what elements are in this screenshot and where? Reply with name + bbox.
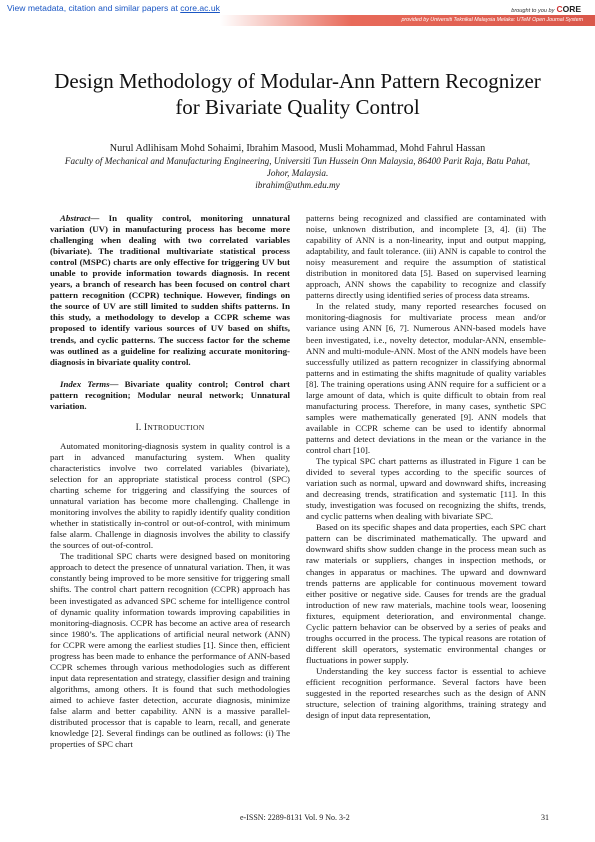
abstract-text: In quality control, monitoring unnatural variation (UV) in manufacturing process has become more challenging when dealing with two correlated variables (bivariate). The traditional multivariate statistical process control (MSPC) charts are only effective for triggering UV but unable to provide information towards diagnosis. In recent years, a branch of research has been focused on control chart pattern recognition (CCPR) technique. However, findings on the source of UV are still limited to sudden shifts patterns. In this study, a methodology to develop a CCPR scheme was proposed to identify various sources of UV based on shifts, trends, and cyclic patterns. The success factor for the scheme was outlined as a guideline for realizing accurate monitoring-diagnosis in bivariate quality control. — [50, 213, 290, 367]
footer-issn: e-ISSN: 2289-8131 Vol. 9 No. 3-2 — [240, 813, 350, 822]
paper-affiliation-block — [55, 155, 540, 191]
paragraph: patterns being recognized and classified are contaminated with noise, unknown distribution, and incomplete [3, 4]. (ii) The capability of ANN is a non-linearity, input and output mapping, adaptability, and fault tolerance. (iii) ANN is capable to control the noisy measurement and require the assumption of statistical distribution in monitored data [5]. Based on supervised learning approach, ANN shows the capability to recognize and classify patterns directly using identified series of process data streams. — [306, 213, 546, 301]
core-provider-banner[interactable]: provided by Universiti Teknikal Malaysia Melaka: UTeM Open Journal System — [220, 15, 595, 26]
index-terms — [50, 379, 290, 412]
paragraph: Understanding the key success factor is essential to achieve efficient recognition performance. Several factors have been suggested in the reported researches such as the design of ANN structure, selection of training algorithms, training strategy and design of input data representation, — [306, 665, 546, 721]
paragraph: The traditional SPC charts were designed based on monitoring approach to detect the presence of unnatural variation. Then, it was constantly being improved to be more sensitive for triggering small shifts. The control chart pattern recognition (CCPR) approach has been investigated as advanced SPC scheme for intelligence control of dynamic quality information towards improving capabilities in monitoring-diagnosis. CCPR has become an active area of research since 1980’s. The applications of artificial neural network (ANN) for CCPR were among the earliest studies [1]. Since then, efficient progress has been made to enhance the performance of ANN-based CCPR schemes through various methodologies such as different input data representation and strategy, classifier design and training algorithms, among others. It is found that such methodologies aimed to achieve faster detection, accurate diagnosis, minimize false alarm and better capability. ANN is a massive parallel-distributed processor that is capable to learn, recall, and generate knowledge [2]. Several findings can be outlined as follows: (i) The properties of SPC chart — [50, 551, 290, 750]
paragraph: In the related study, many reported researches focused on monitoring-diagnosis for multivariate process mean and/or variance using ANN [6, 7]. Numerous ANN-based models have been investigated, i.e., novelty detector, modular-ANN, ensemble-ANN and multi-module-ANN. Most of the ANN models have been successfully utilized as pattern recognizer in classifying abnormal patterns and in estimating the shifts magnitude of quality variables [8]. The training operations using ANN require for a sufficient or a large amount of data, which is quite difficult to obtain from real manufacturing process. Therefore, in many cases, synthetic SPC samples were mathematically generated [9]. ANN models that available in CCPR scheme can be used to identify abnormal patterns and detect deviations in the mean or the variance in the control chart [10]. — [306, 301, 546, 455]
index-terms-text: Bivariate quality control; Control chart pattern recognition; Modular neural network; Unnatural variation. — [50, 378, 290, 411]
section-title-initial: I — [144, 422, 148, 433]
abstract — [50, 213, 290, 368]
paragraph: Based on its specific shapes and data properties, each SPC chart pattern can be discriminated mathematically. The upward and downward shifts show sudden change in the process mean such as raw materials or suppliers, changes in inspection methods, or changes in apparatus or machines. The upward and downward trends patterns are applicable for continuous movement toward either positive or negative side. Causes for trends are the gradual introduction of new raw materials, machine tools wear, loosening fixtures, equipment deterioration, and environmental change. Cyclic pattern behavior can be observed by a series of peaks and troughs occurred in the process. The typical reasons are rotation of different skill operators, systematic environmental changes or fluctuations in power supply. — [306, 522, 546, 665]
core-metadata-text: View metadata, citation and similar papers at — [7, 3, 181, 13]
section-heading-introduction — [50, 422, 290, 434]
section-numeral: I. — [135, 422, 142, 433]
paper-title: Design Methodology of Modular-Ann Pattern Recognizer for Bivariate Quality Control — [54, 69, 541, 119]
core-link[interactable]: core.ac.uk — [180, 3, 220, 13]
core-logo[interactable] — [556, 4, 581, 14]
page-number: 31 — [541, 813, 549, 822]
paragraph: The typical SPC chart patterns as illustrated in Figure 1 can be divided to several types according to the specific sources of variation such as normal, upward and downward shifts, increasing and decreasing trends, stratification and systematic [11]. In this study, investigation was focused on recognizing the shifts, trends, and cyclic patterns when dealing with bivariate SPC. — [306, 456, 546, 522]
paragraph: Automated monitoring-diagnosis system in quality control is a part in advanced manufacturing system. When quality characteristics involve two correlated variables (bivariate), selection for an appropriate statistical process control (SPC) charting scheme for triggering and classifying the sources of unnatural variation has become more challenging. Challenge in monitoring involves the ability to rapidly identify quality condition whether in statistically in-control or out-of-control, with minimum false alarm. Challenge in diagnosis involves the ability to classify the sources of out-of-control. — [50, 440, 290, 551]
core-logo-c: C — [556, 4, 563, 14]
core-brought-by — [511, 4, 581, 14]
core-header — [0, 0, 595, 28]
right-column — [306, 213, 546, 721]
core-metadata-link-line — [7, 3, 220, 13]
section-title-rest: NTRODUCTION — [147, 422, 205, 432]
paper-affiliation: Faculty of Mechanical and Manufacturing Engineering, Universiti Tun Hussein Onn Malaysia, 86400 Parit Raja, Batu Pahat, Johor, Malaysia. — [64, 156, 531, 178]
paper-email: ibrahim@uthm.edu.my — [255, 180, 340, 190]
brought-text: brought to you by — [511, 8, 555, 14]
abstract-label: Abstract— — [60, 213, 100, 223]
core-logo-rest: ORE — [562, 4, 581, 14]
left-column — [50, 213, 290, 750]
index-terms-label: Index Terms— — [60, 378, 119, 389]
paper-authors: Nurul Adlihisam Mohd Sohaimi, Ibrahim Masood, Musli Mohammad, Mohd Fahrul Hassan — [109, 143, 486, 154]
